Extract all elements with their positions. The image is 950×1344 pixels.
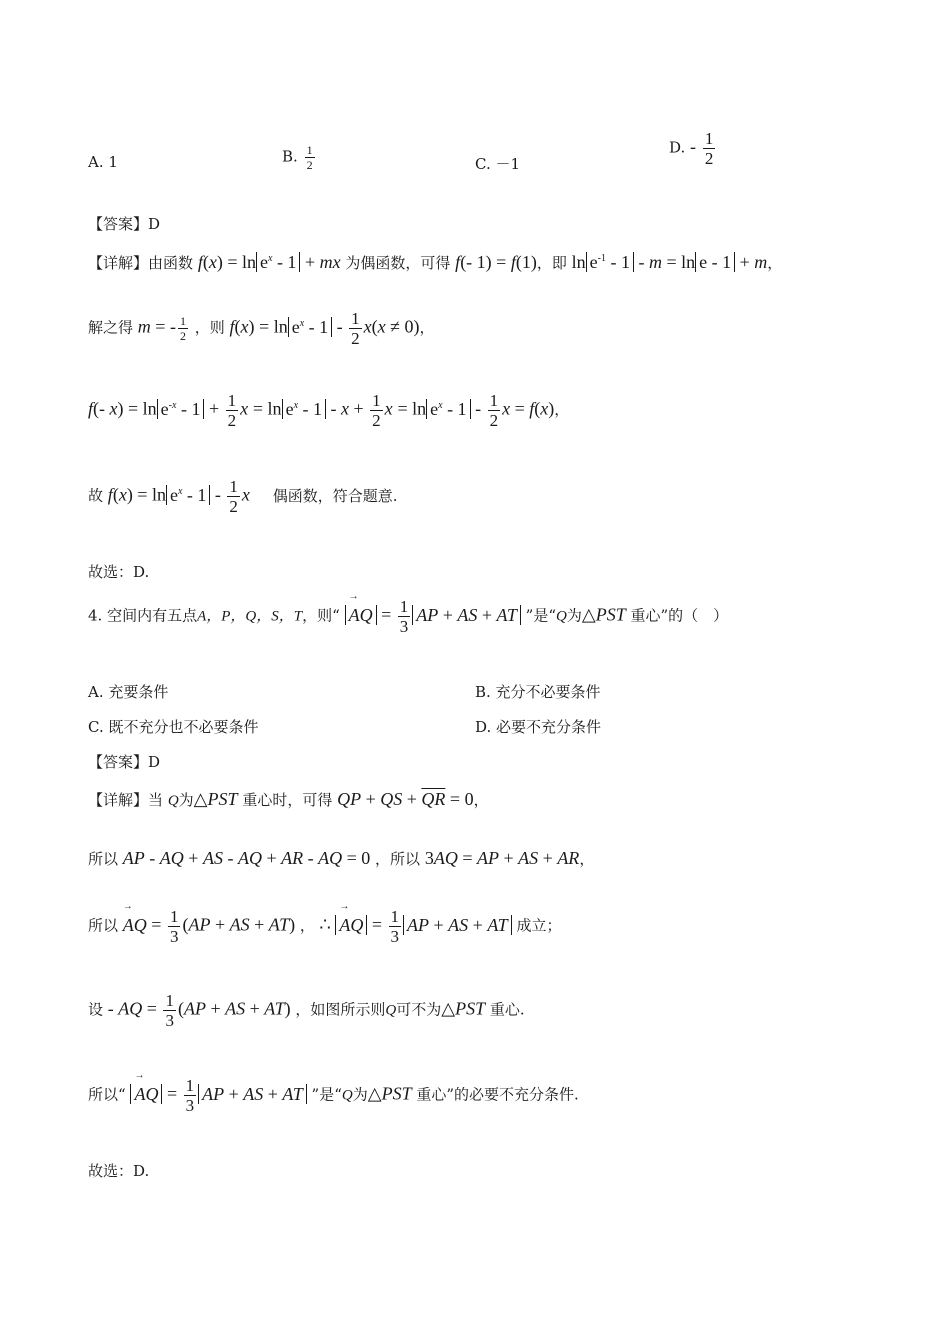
detail-4-line-2: 所以 AP - AQ + AS - AQ + AR - AQ = 0 ，所以 3AQ = AP + AS + AR， bbox=[88, 848, 595, 868]
detail-4-line-1: 【详解】当 Q为△PST 重心时，可得 QP + QS + $\overline{QR} = 0$， bbox=[88, 789, 489, 809]
answer-4: 【答案】D bbox=[88, 753, 161, 771]
question-4: 4. 空间内有五点A，P，Q，S，T，则“ → AQ = $\frac{1}{3}$ AP + AS + AT ”是“Q为△PST 重心”的（ ） bbox=[88, 598, 728, 635]
q4-option-a: A. 充要条件 bbox=[88, 683, 169, 701]
detail-4-line-3: 所以 → AQ = $\frac{1}{3}$ (AP + AS + AT) ， ∴ → AQ = $\frac{1}{3}$ AP + AS + AT 成立； bbox=[88, 908, 561, 945]
answer-3: 【答案】D bbox=[88, 215, 161, 233]
detail-4-line-4: 设 - AQ = $\frac{1}{3}$ (AP + AS + AT) ，如图所示则Q可不为△PST 重心. bbox=[88, 991, 525, 1030]
detail-4-line-5: 所以“ → AQ = $\frac{1}{3}$ AP + AS + AT ”是“Q为△PST 重心”的必要不充分条件. bbox=[88, 1077, 579, 1114]
detail-3-line-4: 故 $f(x) = \ln e^x - 1$ - $\frac{1}{2}$ x 偶函数，符合题意. bbox=[88, 477, 398, 516]
choice-3: 故选：D. bbox=[88, 563, 150, 581]
detail-3-line-1: 【详解】由函数 $f(x) = \ln e^x - 1$ + mx 为偶函数，可得 f(- 1) = f(1)，即 $\ln e^{-1} - 1 - m = \ln e - 1 + m$， bbox=[88, 252, 783, 272]
option-b: B. $\frac{1}{2}$ bbox=[282, 143, 313, 172]
q4-option-c: C. 既不充分也不必要条件 bbox=[88, 718, 259, 736]
option-a: A. 1 bbox=[88, 153, 118, 171]
detail-3-line-2: 解之得 m = - $\frac{1}{2}$ ，则 $f(x) = \ln e^x - 1$ - $\frac{1}{2}$ x(x ≠ 0)， bbox=[88, 309, 435, 348]
choice-4: 故选：D. bbox=[88, 1162, 150, 1180]
q4-option-d: D. 必要不充分条件 bbox=[475, 718, 602, 736]
option-c: C. －1 bbox=[475, 155, 521, 173]
q4-option-b: B. 充分不必要条件 bbox=[475, 683, 601, 701]
option-d: D. - $\frac{1}{2}$ bbox=[669, 129, 714, 168]
detail-3-line-3: f(- $x) = \ln e^{-x} - 1$ + $\frac{1}{2}$ $x = \ln e^x - 1 - x$ + $\frac{1}{2}$ $x = \ln e^x - 1$ - $\frac{1}{2}$ x = f(x)， bbox=[88, 391, 570, 430]
